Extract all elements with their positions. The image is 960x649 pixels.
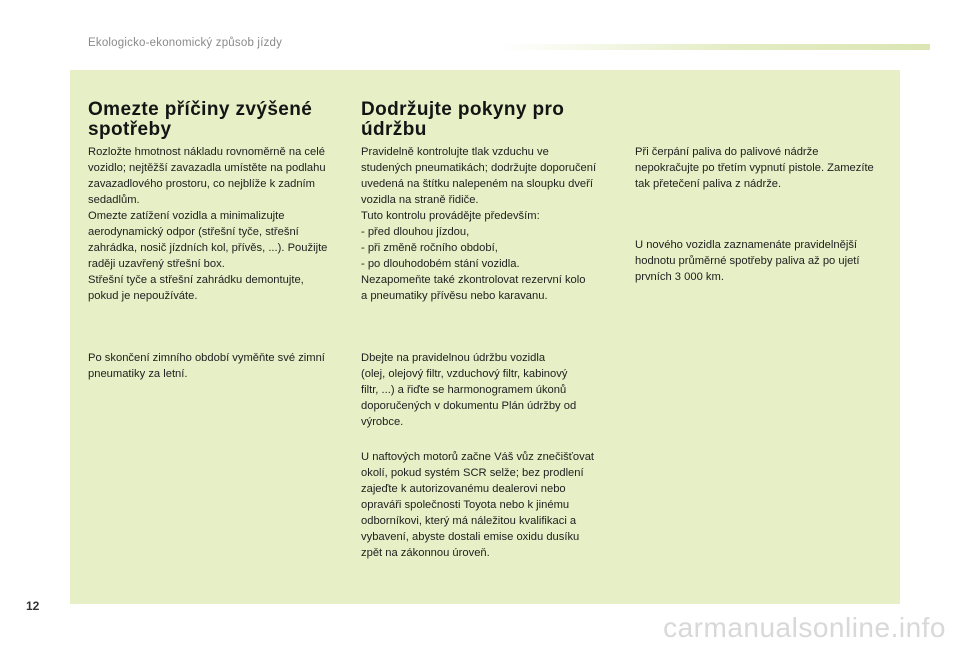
column3-text-block xyxy=(635,144,897,192)
page-number: 12 xyxy=(26,599,40,613)
column3-paragraph-1: Při čerpání paliva do palivové nádrže nepokračujte po třetím vypnutí pistole. Zamezíte tak přetečení paliva z nádrže. xyxy=(635,146,874,190)
column2-paragraph-1: Pravidelně kontrolujte tlak vzduchu ve studených pneumatikách; dodržujte doporučení uvedená na štítku nalepeném na sloupku dveří vozidla na straně řidiče. Tuto kontrolu provádějte především: - před dlouhou jízdou, - při změně ročního období, - po dlouhodobém stání vozidla. Nezapomeňte také zkontrolovat rezervní kolo a pneumatiky přívěsu nebo karavanu. xyxy=(361,146,597,302)
column2-text-block-2 xyxy=(361,350,619,430)
column2-heading-block xyxy=(361,100,619,140)
column2-heading: Dodržujte pokyny pro údržbu xyxy=(361,99,565,140)
column1-paragraph-1: Rozložte hmotnost nákladu rovnoměrně na celé vozidlo; nejtěžší zavazadla umístěte na podlahu zavazadlového prostoru, co nejblíže k zadním sedadlům. Omezte zatížení vozidla a minimalizujte aerodynamický odpor (střešní tyče, střešní zahrádka, nosič jízdních kol, přívěs, ...). Použijte raději uzavřený střešní box. Střešní tyče a střešní zahrádku demontujte, pokud je nepoužíváte. xyxy=(88,146,328,302)
column2-paragraph-3: U naftových motorů začne Váš vůz znečišťovat okolí, pokud systém SCR selže; bez prodlení zajeďte k autorizovanému dealerovi nebo opraváři společnosti Toyota nebo k jinému odborníkovi, který má náležitou kvalifikaci a vybavení, abyste dostali emise oxidu dusíku zpět na zákonnou úroveň. xyxy=(361,451,595,559)
column3-text-block-2 xyxy=(635,237,897,285)
column2-paragraph-2: Dbejte na pravidelnou údržbu vozidla (olej, olejový filtr, vzduchový filtr, kabinový filtr, ...) a řiďte se harmonogramem úkonů doporučených v dokumentu Plán údržby od výrobce. xyxy=(361,352,577,428)
column1-text-block-2 xyxy=(88,350,344,382)
column1-text-block xyxy=(88,144,344,304)
column1-paragraph-2: Po skončení zimního období vyměňte své zimní pneumatiky za letní. xyxy=(88,352,325,380)
column2-text-block-3 xyxy=(361,449,619,561)
column1-heading: Omezte příčiny zvýšené spotřeby xyxy=(88,99,313,140)
header-decor-bar xyxy=(500,44,930,50)
column3-paragraph-2: U nového vozidla zaznamenáte pravidelnější hodnotu průměrné spotřeby paliva až po ujetí prvních 3 000 km. xyxy=(635,239,860,283)
column1-heading-block xyxy=(88,100,344,140)
section-title: Ekologicko-ekonomický způsob jízdy xyxy=(88,37,283,49)
watermark: carmanualsonline.info xyxy=(663,612,946,643)
column2-text-block xyxy=(361,144,619,304)
